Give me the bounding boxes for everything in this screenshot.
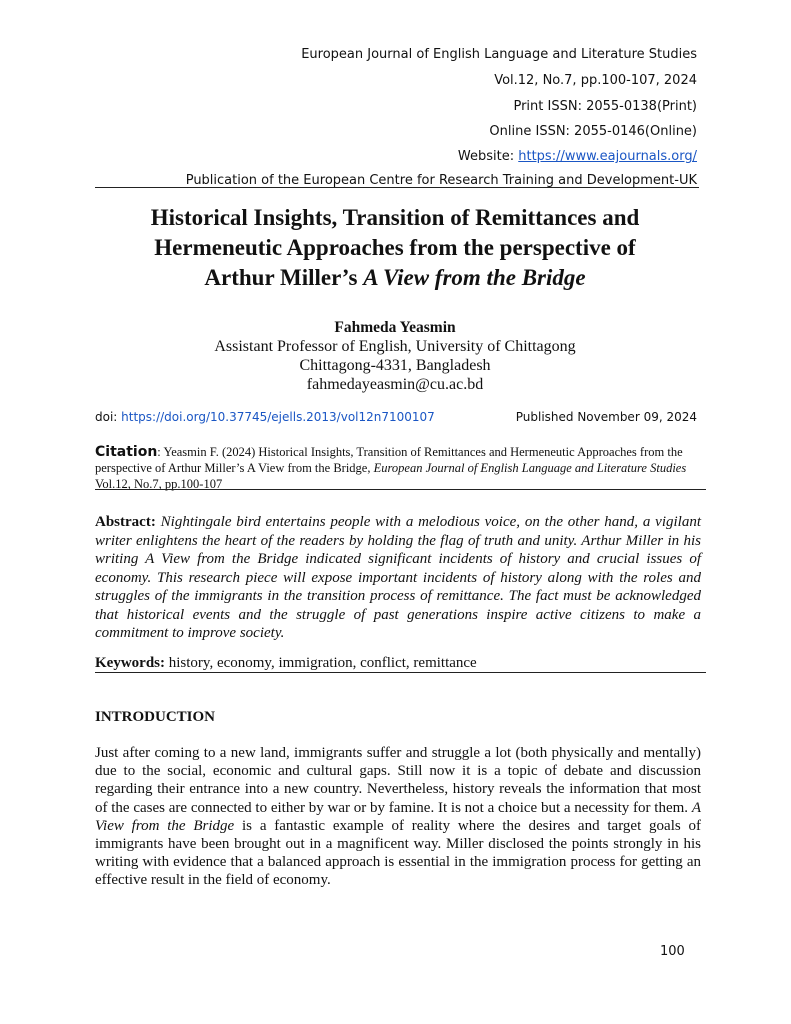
introduction-paragraph: Just after coming to a new land, immigrants suffer and struggle a lot (both physically and mentally) due to the social, economic and cultural gaps. Still now it is a topic of debate and discussion regarding their entrance into a new country. Nevertheless, history reveals the information that most of the cases are connected to either by war or by famine. It is not a choice but a necessity for them. A View from the Bridge is a fantastic example of reality where the desires and target goals of immigrants have been brought out in a magnificent way. Miller disclosed the points strongly in his writing with evidence that a balanced approach is essential in the immigration process for getting an effective result in the field of economy. [95, 745, 702, 889]
abstract [95, 513, 701, 643]
journal-name: European Journal of English Language and Literature Studies [301, 47, 697, 62]
keywords-text: history, economy, immigration, conflict, remittance [165, 655, 477, 671]
title-work-italic: A View from the Bridge [363, 265, 586, 290]
citation-label: Citation [95, 444, 158, 460]
title-line-2: Hermeneutic Approaches from the perspective of [154, 235, 636, 260]
header-divider [95, 187, 699, 188]
citation-divider [95, 489, 706, 490]
publisher-line: Publication of the European Centre for Research Training and Development-UK [185, 173, 697, 188]
author-address: Chittagong-4331, Bangladesh [299, 357, 491, 374]
page-number: 100 [660, 944, 685, 959]
abstract-label: Abstract: [95, 514, 161, 530]
title-line-1: Historical Insights, Transition of Remittances and [150, 205, 640, 230]
keywords [95, 654, 701, 672]
doi-link[interactable]: https://doi.org/10.37745/ejells.2013/vol12n7100107 [121, 410, 435, 424]
abstract-text: Nightingale bird entertains people with a melodious voice, on the other hand, a vigilant writer enlightens the heart of the readers by holding the flag of truth and unity. Arthur Miller in his writing A View from the Bridge indicated significant incidents of history and crucial issues of economy. This research piece will expose important incidents of history along with the roles and struggles of the immigrants in the transition process of remittance. The fact must be acknowledged that historical events and the struggle of past generations inspire active citizens to make a commitment to improve society. [95, 514, 701, 641]
work-title-italic: A View from the Bridge [95, 799, 701, 834]
published-date: Published November 09, 2024 [515, 410, 697, 424]
author-email: fahmedayeasmin@cu.ac.bd [306, 376, 484, 393]
citation-block: Citation: Yeasmin F. (2024) Historical Insights, Transition of Remittances and Hermeneutic Approaches from the perspective of Arthur Miller’s A View from the Bridge, European Journal of English Language and Literature Studies Vol.12, No.7, pp.100-107 [95, 444, 687, 491]
online-issn: Online ISSN: 2055-0146(Online) [489, 124, 697, 139]
title-line-3: Arthur Miller’s A View from the Bridge [204, 265, 586, 290]
print-issn: Print ISSN: 2055-0138(Print) [513, 99, 697, 114]
citation-journal: European Journal of English Language and Literature Studies [373, 461, 687, 475]
doi-line: doi: https://doi.org/10.37745/ejells.2013/vol12n7100107 [95, 410, 435, 424]
journal-volume: Vol.12, No.7, pp.100-107, 2024 [494, 73, 697, 88]
section-heading: INTRODUCTION [95, 709, 216, 725]
keywords-label: Keywords: [95, 655, 165, 671]
journal-website [458, 149, 697, 164]
author-position: Assistant Professor of English, University of Chittagong [214, 338, 576, 355]
website-link[interactable]: https://www.eajournals.org/ [518, 149, 697, 164]
keywords-divider [95, 672, 706, 673]
website-label: Website: [457, 149, 519, 164]
paper-title [95, 203, 695, 293]
author-name: Fahmeda Yeasmin [334, 319, 456, 336]
